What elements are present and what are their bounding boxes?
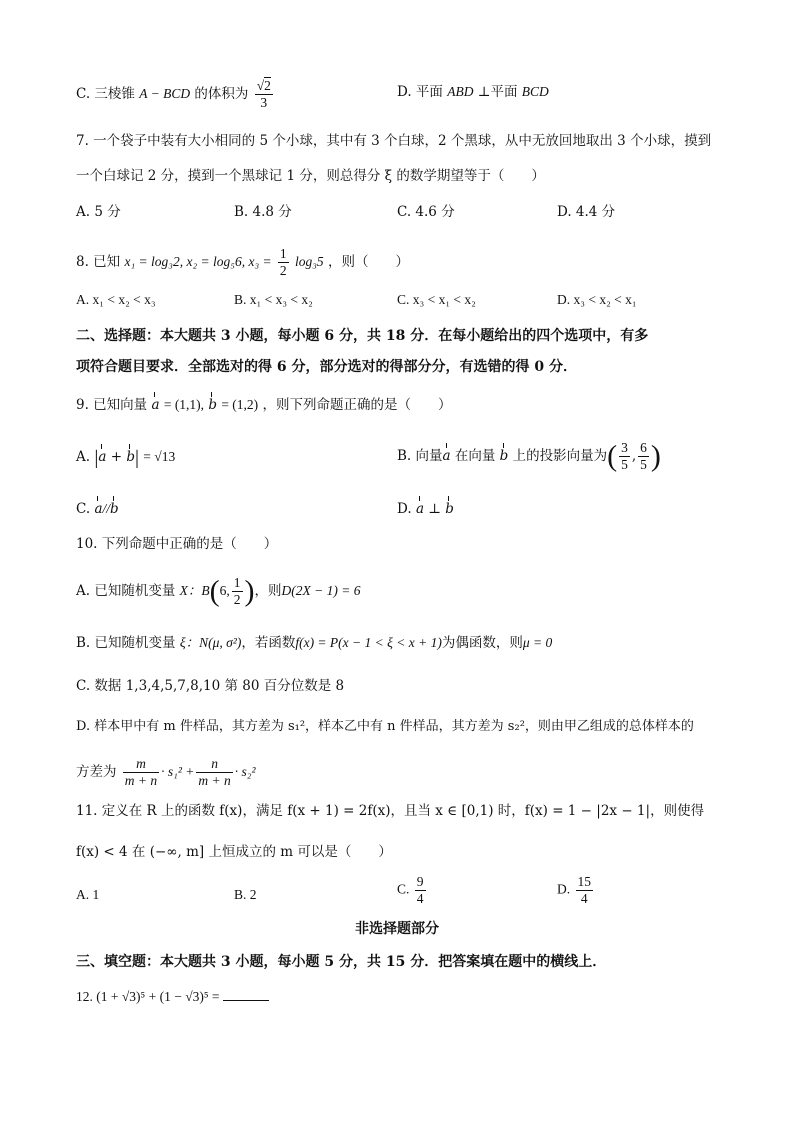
q10-fraction-numerator: 1: [233, 575, 241, 590]
q7-option-a: A. 5 分: [76, 204, 121, 220]
q10-option-b-text1: B. 已知随机变量: [76, 635, 176, 651]
q10-option-b-text2: ，若函数: [241, 635, 296, 651]
q11-option-c-label: C.: [397, 881, 410, 897]
q6-option-c: [76, 78, 275, 111]
q12: [76, 988, 269, 1006]
q11-option-c: [397, 874, 428, 907]
q9-option-a-value: = √13: [143, 449, 176, 464]
q11-c-denominator: 4: [416, 891, 424, 906]
q11-d-denominator: 4: [580, 891, 588, 906]
q6-option-d-mid: 平面: [490, 84, 518, 100]
q11-option-d-fraction: [576, 874, 594, 907]
section3-heading: 三、填空题：本大题共 3 小题，每小题 5 分，共 15 分．把答案填在题中的横线上．: [76, 954, 607, 970]
q9-option-a-label: A.: [76, 449, 91, 465]
q6-option-c-mid: 的体积为: [194, 86, 249, 102]
q8-option-c: C. x₃ < x₁ < x₂: [397, 292, 476, 307]
q6-fraction-numerator: 2: [264, 78, 271, 93]
q9-option-c-label: C.: [76, 501, 91, 517]
q12-expression: (1 + √3)⁵ + (1 − √3)⁵ =: [96, 989, 220, 1004]
q10-option-c: C. 数据 1,3,4,5,7,8,10 第 80 百分位数是 8: [76, 678, 345, 694]
vector-a: a: [442, 448, 451, 464]
q9-fraction1-denominator: 5: [621, 457, 628, 472]
q10-option-b-function: f(x) = P(x − 1 < ξ < x + 1): [295, 635, 442, 650]
q11-option-c-fraction: [415, 874, 426, 907]
nonchoice-heading: 非选择题部分: [355, 921, 439, 937]
q8-option-a: A. x₁ < x₂ < x₃: [76, 292, 156, 307]
q10-option-a-text2: ，则: [254, 583, 282, 599]
q11-option-b: B. 2: [234, 887, 257, 902]
q10-option-a-fraction: [232, 575, 243, 608]
q9-option-c-relation: //: [102, 501, 111, 516]
q9-stem-prefix: 9. 已知向量: [76, 397, 148, 413]
q7-option-d: D. 4.4 分: [557, 204, 616, 220]
vector-a: a: [98, 449, 107, 465]
q11-option-d: [557, 874, 595, 907]
q10-option-a-param: 6,: [219, 583, 230, 598]
q9-option-d: [397, 500, 454, 518]
q10-option-d-fraction1: [123, 756, 159, 789]
q10-fraction2-numerator: n: [196, 756, 232, 773]
q6-option-d-plane2: BCD: [521, 84, 549, 99]
q9-fraction2-numerator: 6: [640, 440, 647, 455]
q9-stem-suffix: ，则下列命题正确的是（ ）: [262, 397, 452, 413]
q10-fraction-denominator: 2: [233, 592, 241, 607]
q10-option-a-result: D(2X − 1) = 6: [281, 583, 361, 598]
q7-option-b: B. 4.8 分: [234, 204, 292, 220]
q10-option-d-line2: [76, 756, 256, 789]
q6-option-d-label: D. 平面: [397, 84, 443, 100]
q10-option-b-dist: ξ：N(μ, σ²): [179, 635, 242, 650]
q9-option-b-fraction2: [638, 440, 649, 473]
q10-fraction2-denominator: m + n: [198, 773, 231, 788]
q11-stem-line1: 11. 定义在 R 上的函数 f(x)，满足 f(x + 1) = 2f(x)，且当 x ∈ [0,1) 时，f(x) = 1 − |2x − 1|，则使得: [76, 803, 705, 819]
q9-fraction2-denominator: 5: [640, 457, 647, 472]
q10-option-d-mid: · s₁² +: [161, 764, 195, 779]
q8-stem-suffix: ，则（ ）: [327, 254, 409, 270]
q10-option-d-tail: · s₂²: [234, 764, 256, 779]
vector-b: b: [208, 397, 218, 413]
q9-option-c: [76, 500, 119, 518]
q10-option-d-text: 方差为: [76, 764, 117, 780]
q6-option-d: [397, 83, 549, 101]
q10-fraction1-denominator: m + n: [124, 773, 158, 788]
q6-option-c-expr: A − BCD: [139, 86, 191, 101]
q9-option-b: B. 向量a 在向量 b 上的投影向量为( $\frac{3}{5}$ , $\frac{6}{5}$ ): [397, 439, 661, 473]
q11-option-d-label: D.: [557, 881, 571, 897]
q10-option-a-text1: A. 已知随机变量: [76, 583, 176, 599]
q9-option-b-fraction1: [619, 440, 630, 473]
q7-stem-line1: 7. 一个袋子中装有大小相同的 5 个小球，其中有 3 个白球，2 个黑球，从中无放回地取出 3 个小球，摸到: [76, 133, 712, 149]
q12-label: 12.: [76, 989, 93, 1004]
q11-stem-line2: f(x) < 4 在 (−∞, m] 上恒成立的 m 可以是（ ）: [76, 844, 392, 860]
q7-option-c: C. 4.6 分: [397, 204, 455, 220]
q6-option-c-fraction: $\frac{√2}{3}$: [256, 78, 271, 110]
q6-option-d-perp: ⊥: [477, 84, 491, 100]
q8-x3-tail: log₃5: [294, 254, 324, 269]
q9-option-b-text2: 在向量: [454, 448, 496, 464]
q9-option-d-label: D.: [397, 501, 412, 517]
q6-option-d-plane1: ABD: [447, 84, 474, 99]
q11-option-a: A. 1: [76, 887, 100, 902]
q8-stem: [76, 246, 409, 279]
section2-heading-line1: 二、选择题：本大题共 3 小题，每小题 6 分，共 18 分．在每小题给出的四个选项中，有多: [76, 328, 649, 344]
q9-option-a: A. |a + b| = √13: [76, 446, 176, 469]
q9-fraction1-numerator: 3: [621, 440, 628, 455]
q8-fraction: [278, 246, 289, 279]
q10-option-b-result: μ = 0: [522, 635, 553, 650]
q6-fraction-denominator: 3: [260, 95, 268, 110]
vector-b: b: [126, 449, 135, 465]
vector-a: a: [415, 501, 424, 517]
q8-stem-prefix: 8. 已知: [76, 254, 121, 270]
vector-a: a: [94, 501, 103, 517]
q9-b-value: = (1,2): [221, 397, 259, 412]
q10-fraction1-numerator: m: [123, 756, 159, 773]
q8-fraction-numerator: 1: [279, 246, 287, 261]
q7-stem-line2: 一个白球记 2 分，摸到一个黑球记 1 分，则总得分 ξ 的数学期望等于（ ）: [76, 168, 545, 184]
vector-b: b: [499, 448, 509, 464]
q9-option-b-text1: B. 向量: [397, 448, 443, 464]
q10-option-d-fraction2: [196, 756, 232, 789]
vector-b: b: [445, 501, 454, 517]
q6-option-c-label: C. 三棱锥: [76, 86, 135, 102]
q9-stem: [76, 396, 451, 414]
q10-option-d-line1: D. 样本甲中有 m 件样品，其方差为 s₁²，样本乙中有 n 件样品，其方差为 s₂²，则由甲乙组成的总体样本的: [76, 719, 694, 734]
vector-a: a: [151, 397, 160, 413]
paren-close: ): [650, 439, 661, 473]
q10-stem: 10. 下列命题中正确的是（ ）: [76, 536, 278, 552]
q8-option-d: D. x₃ < x₂ < x₁: [557, 292, 637, 307]
paren-open: (: [607, 439, 618, 473]
q9-option-d-relation: ⊥: [428, 501, 441, 517]
q9-a-value: = (1,1),: [163, 397, 205, 412]
q8-option-b: B. x₁ < x₃ < x₂: [234, 292, 313, 307]
section2-heading-line2: 项符合题目要求．全部选对的得 6 分，部分选对的得部分分，有选错的得 0 分．: [76, 359, 577, 375]
q11-d-numerator: 15: [577, 874, 591, 889]
q11-c-numerator: 9: [416, 874, 424, 889]
q8-fraction-denominator: 2: [279, 263, 287, 278]
q12-answer-blank[interactable]: [223, 988, 269, 1001]
q10-option-a-dist: X：B: [179, 583, 210, 598]
q8-definitions: x₁ = log₃2, x₂ = log₅6, x₃ =: [124, 254, 272, 269]
q10-option-a: A. 已知随机变量 X：B(6, $\frac{1}{2}$ )，则D(2X − 1) = 6: [76, 574, 361, 608]
q9-option-b-text3: 上的投影向量为: [512, 448, 608, 464]
q10-option-b-text3: 为偶函数，则: [441, 635, 523, 651]
q10-option-b: [76, 634, 552, 652]
vector-b: b: [110, 501, 119, 517]
